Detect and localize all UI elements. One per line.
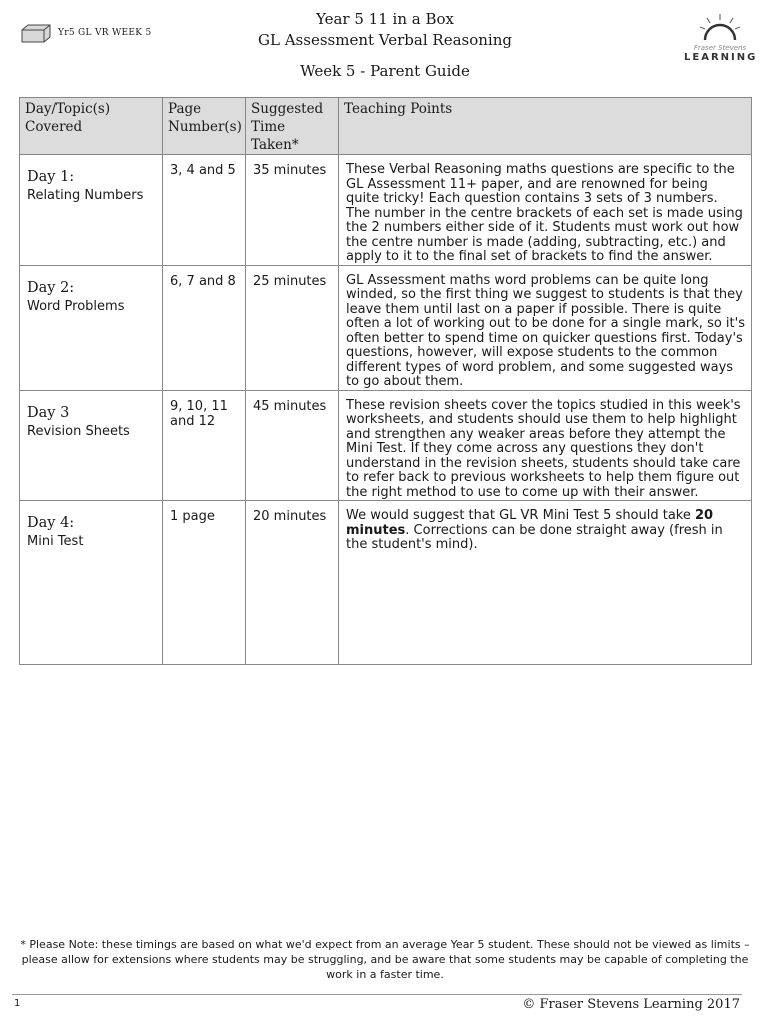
fraser-stevens-logo xyxy=(684,12,756,63)
day-cell xyxy=(20,501,163,665)
pages-cell: 9, 10, 11 and 12 xyxy=(163,390,246,501)
day-cell xyxy=(20,155,163,266)
teaching-points-cell: These Verbal Reasoning maths questions are specific to the GL Assessment 11+ paper, and are renowned for being quite tricky! Each question contains 3 sets of 3 numbers. The number in the centre brackets of each set is made using the 2 numbers either side of it. Students must work out how the centre number is made (adding, subtracting, etc.) and apply to it to the final set of brackets to find the answer. xyxy=(339,155,752,266)
table-row xyxy=(20,501,752,665)
day-title: Day 4: xyxy=(27,515,75,531)
document-subtitle: Week 5 - Parent Guide xyxy=(300,62,470,80)
day-topic: Revision Sheets xyxy=(27,423,130,439)
day-title: Day 3 xyxy=(27,404,70,421)
points-text-end: . Corrections can be done straight away (fresh in the student's mind). xyxy=(346,522,723,552)
table-row xyxy=(20,390,752,501)
document-title: Year 5 11 in a Box xyxy=(316,10,454,28)
header-day-topic: Day/Topic(s) Covered xyxy=(20,98,163,155)
day-title: Day 1: xyxy=(27,169,75,185)
teaching-points-cell xyxy=(339,501,752,665)
day-cell xyxy=(20,390,163,501)
header-teaching-points: Teaching Points xyxy=(339,98,752,155)
time-cell: 45 minutes xyxy=(246,390,339,501)
time-cell: 25 minutes xyxy=(246,265,339,390)
points-text: We would suggest that GL VR Mini Test 5 should take xyxy=(346,508,696,523)
header-page-numbers: Page Number(s) xyxy=(163,98,246,155)
timing-note: * Please Note: these timings are based on what we'd expect from an average Year 5 student. These should not be viewed as limits – please allow for extensions where students may be struggling, and be aware that some students may be capable of completing the work in a faster time. xyxy=(20,938,750,981)
day-topic: Word Problems xyxy=(27,298,125,314)
document-subject: GL Assessment Verbal Reasoning xyxy=(258,31,512,49)
day-topic: Mini Test xyxy=(27,534,84,549)
points-bold-time: 20 minutes xyxy=(346,508,714,538)
pages-cell: 3, 4 and 5 xyxy=(163,155,246,266)
page-number: 1 xyxy=(14,998,21,1009)
table-row xyxy=(20,155,752,266)
pages-cell: 6, 7 and 8 xyxy=(163,265,246,390)
footer-divider xyxy=(12,994,742,995)
time-cell: 35 minutes xyxy=(246,155,339,266)
logo-big-text: LEARNING xyxy=(684,52,758,63)
table-header-row xyxy=(20,98,752,155)
day-title: Day 2: xyxy=(27,279,75,296)
logo-small-text: Fraser Stevens xyxy=(693,44,747,52)
table-row xyxy=(20,265,752,390)
day-cell xyxy=(20,265,163,390)
parent-guide-table xyxy=(19,97,752,665)
copyright: © Fraser Stevens Learning 2017 xyxy=(522,997,740,1012)
week-tag-label: Yr5 GL VR WEEK 5 xyxy=(58,28,152,38)
header-suggested-time: Suggested Time Taken* xyxy=(246,98,339,155)
day-topic: Relating Numbers xyxy=(27,188,144,203)
teaching-points-cell: These revision sheets cover the topics studied in this week's worksheets, and students should use them to help highlight and strengthen any weaker areas before they attempt the Mini Test. If they come across any questions they don't understand in the revision sheets, students should take care to refer back to previous worksheets to help them figure out the right method to use to come up with their answer. xyxy=(339,390,752,501)
sun-logo-icon xyxy=(695,12,745,42)
pages-cell: 1 page xyxy=(163,501,246,665)
teaching-points-cell: GL Assessment maths word problems can be quite long winded, so the first thing we suggest to students is that they leave them until last on a paper if possible. There is quite often a lot of working out to be done for a single mark, so it's often better to spend time on quicker questions first. Today's questions, however, will expose students to the common different types of word problem, and some suggested ways to go about them. xyxy=(339,265,752,390)
time-cell: 20 minutes xyxy=(246,501,339,665)
